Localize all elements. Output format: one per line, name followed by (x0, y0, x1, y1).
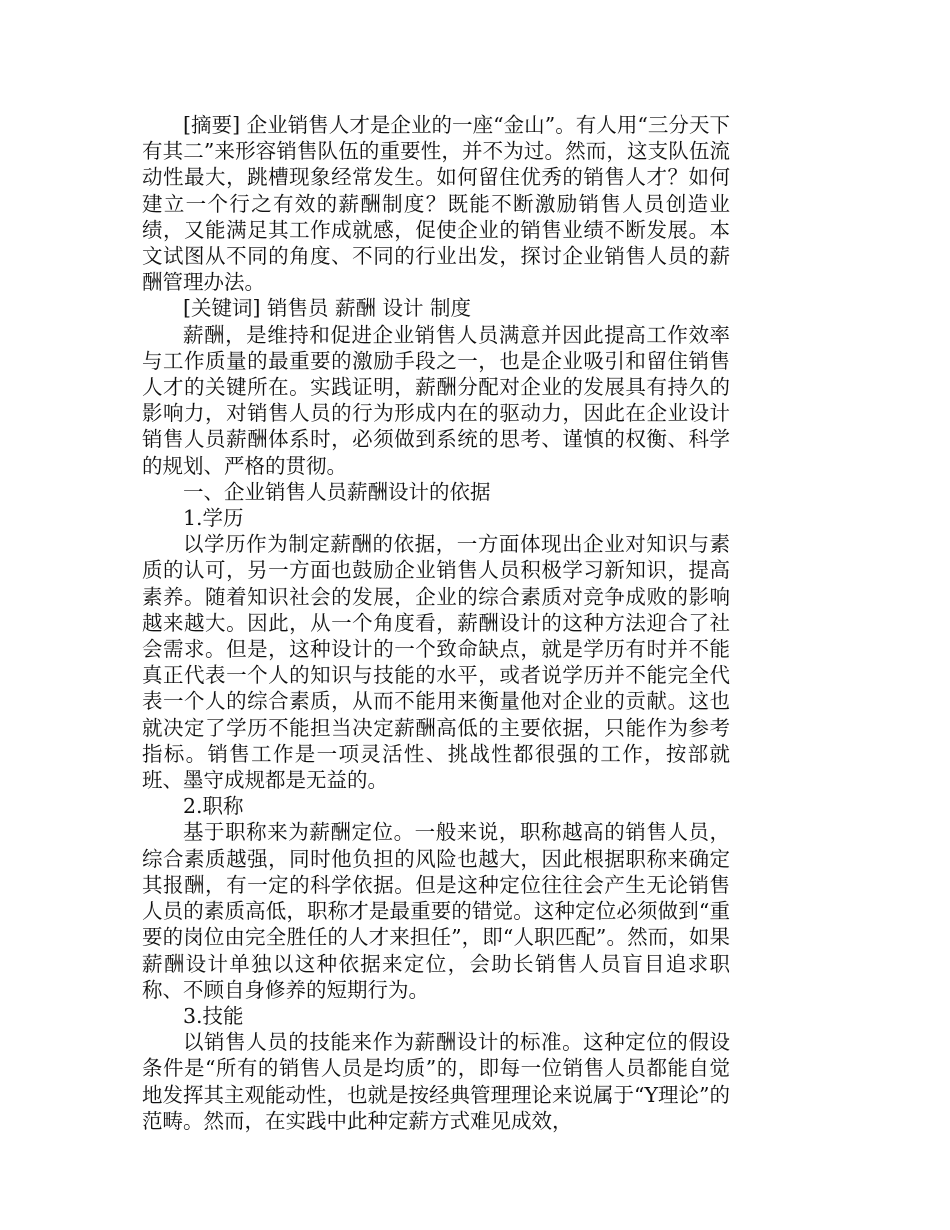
document-body (142, 112, 730, 1134)
skills-paragraph: 以销售人员的技能来作为薪酬设计的标准。这种定位的假设条件是“所有的销售人员是均质”的，即每一位销售人员都能自觉地发挥其主观能动性，也就是按经典管理理论来说属于“Y理论”的范畴。然而，在实践中此种定薪方式难见成效， (142, 1030, 730, 1133)
title-paragraph: 基于职称来为薪酬定位。一般来说，职称越高的销售人员，综合素质越强，同时他负担的风险也越大，因此根据职称来确定其报酬，有一定的科学依据。但是这种定位往往会产生无论销售人员的素质高低，职称才是最重要的错觉。这种定位必须做到“重要的岗位由完全胜任的人才来担任”，即“人职匹配”。然而，如果薪酬设计单独以这种依据来定位，会助长销售人员盲目追求职称、不顾自身修养的短期行为。 (142, 820, 730, 1002)
abstract-paragraph: [摘要] 企业销售人才是企业的一座“金山”。有人用“三分天下有其二”来形容销售队伍的重要性，并不为过。然而，这支队伍流动性最大，跳槽现象经常发生。如何留住优秀的销售人才？如何建立一个行之有效的薪酬制度？既能不断激励销售人员创造业绩，又能满足其工作成就感，促使企业的销售业绩不断发展。本文试图从不同的角度、不同的行业出发，探讨企业销售人员的薪酬管理办法。 (142, 113, 730, 295)
section-heading: 一、企业销售人员薪酬设计的依据 (183, 479, 491, 504)
education-paragraph: 以学历作为制定薪酬的依据，一方面体现出企业对知识与素质的认可，另一方面也鼓励企业销售人员积极学习新知识，提高素养。随着知识社会的发展，企业的综合素质对竞争成败的影响越来越大。因此，从一个角度看，薪酬设计的这种方法迎合了社会需求。但是，这种设计的一个致命缺点，就是学历有时并不能真正代表一个人的知识与技能的水平，或者说学历并不能完全代表一个人的综合素质，从而不能用来衡量他对企业的贡献。这也就决定了学历不能担当决定薪酬高低的主要依据，只能作为参考指标。销售工作是一项灵活性、挑战性都很强的工作，按部就班、墨守成规都是无益的。 (142, 532, 730, 793)
subheading-education: 1.学历 (183, 506, 244, 531)
subheading-title: 2.职称 (183, 794, 244, 819)
subheading-skills: 3.技能 (183, 1003, 244, 1028)
keywords-line: [关键词] 销售员 薪酬 设计 制度 (183, 296, 472, 321)
intro-paragraph: 薪酬，是维持和促进企业销售人员满意并因此提高工作效率与工作质量的最重要的激励手段之一，也是企业吸引和留住销售人才的关键所在。实践证明，薪酬分配对企业的发展具有持久的影响力，对销售人员的行为形成内在的驱动力，因此在企业设计销售人员薪酬体系时，必须做到系统的思考、谨慎的权衡、科学的规划、严格的贯彻。 (142, 322, 730, 478)
